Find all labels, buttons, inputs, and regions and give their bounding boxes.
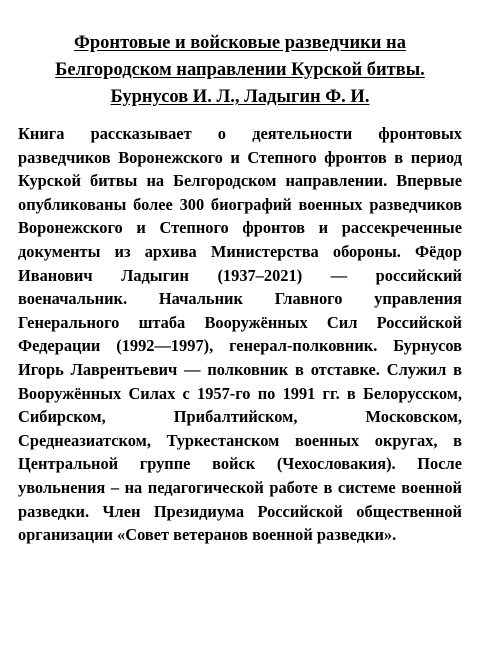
book-title xyxy=(18,30,462,111)
title-line-2: Белгородском направлении Курской битвы. xyxy=(55,60,425,80)
book-description: Книга рассказывает о деятельности фронтовых разведчиков Воронежского и Степного фронтов в период Курской битвы на Белгородском направлении. Впервые опубликованы более 300 биографий военных разведчиков Воронежского и Степного фронтов и рассекреченные документы из архива Министерства обороны. Фёдор Иванович Ладыгин (1937–2021) — российский военачальник. Начальник Главного управления Генерального штаба Вооружённых Сил Российской Федерации (1992—1997), генерал-полковник. Бурнусов Игорь Лаврентьевич — полковник в отставке. Служил в Вооружённых Силах с 1957-го по 1991 гг. в Белорусском, Сибирском, Прибалтийском, Московском, Среднеазиатском, Туркестанском военных округах, в Центральной группе войск (Чехословакия). После увольнения – на педагогической работе в системе военной разведки. Член Президиума Российской общественной организации «Совет ветеранов военной разведки». xyxy=(18,124,462,545)
title-line-1: Фронтовые и войсковые разведчики на xyxy=(74,33,406,53)
title-authors: Бурнусов И. Л., Ладыгин Ф. И. xyxy=(110,87,370,107)
